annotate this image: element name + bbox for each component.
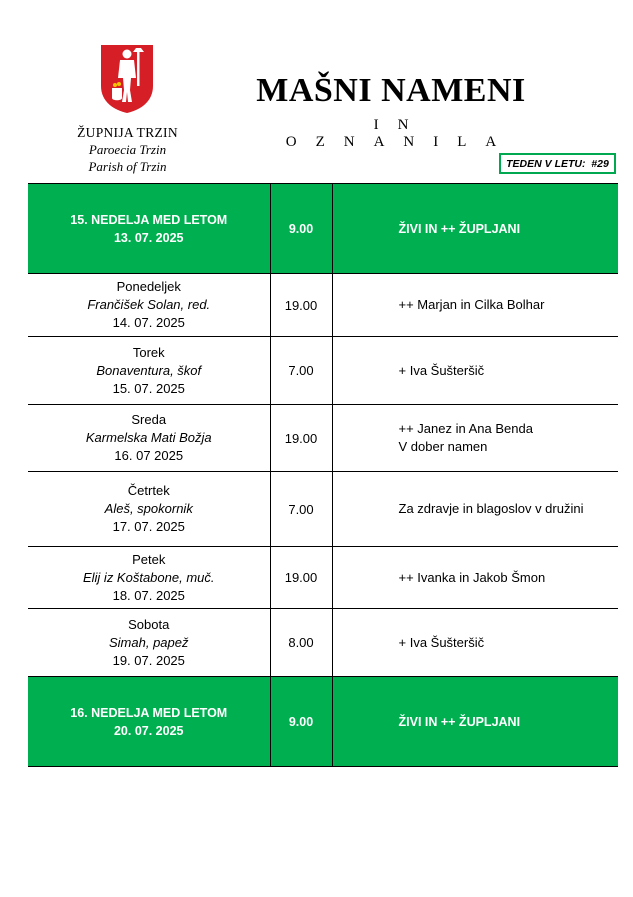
- parish-name-latin: Paroecia Trzin: [88, 142, 167, 157]
- page-subtitle: IN OZNANILA: [285, 117, 516, 150]
- day-name: Sreda: [131, 412, 167, 427]
- day-name: Ponedeljek: [116, 279, 181, 294]
- intention: V dober namen: [398, 439, 488, 454]
- intention-cell: [332, 274, 618, 337]
- intention: ++ Ivanka in Jakob Šmon: [398, 569, 546, 585]
- day-cell: [28, 472, 270, 547]
- day-cell: [28, 337, 270, 405]
- schedule-row: [28, 274, 618, 337]
- saint-name: Frančišek Solan, red.: [87, 297, 211, 312]
- intention: Za zdravje in blagoslov v družini: [398, 501, 584, 516]
- day-name: 15. NEDELJA MED LETOM: [70, 212, 228, 227]
- mass-time: 8.00: [270, 609, 332, 677]
- day-cell: [28, 677, 270, 767]
- intention: + Iva Šušteršič: [398, 634, 485, 650]
- date: 17. 07. 2025: [112, 519, 185, 534]
- mass-time: 9.00: [270, 184, 332, 274]
- mass-time: 7.00: [270, 337, 332, 405]
- schedule-row: [28, 337, 618, 405]
- parish-name-english: Parish of Trzin: [88, 159, 167, 174]
- mass-time: 19.00: [270, 274, 332, 337]
- day-name: Torek: [132, 344, 165, 360]
- day-name: Četrtek: [127, 483, 170, 498]
- intention: + Iva Šušteršič: [398, 362, 485, 378]
- saint-name: Aleš, spokornik: [104, 501, 193, 516]
- day-cell: [28, 609, 270, 677]
- day-cell: [28, 405, 270, 472]
- date: 20. 07. 2025: [113, 723, 184, 738]
- date: 14. 07. 2025: [112, 315, 185, 330]
- parish-name: ŽUPNIJA TRZIN: [77, 125, 178, 140]
- saint-name: Karmelska Mati Božja: [85, 430, 212, 445]
- intention: ++ Marjan in Cilka Bolhar: [398, 297, 545, 312]
- saint-name: Simah, papež: [109, 634, 189, 650]
- schedule-row: [28, 677, 618, 767]
- saint-name: Bonaventura, škof: [96, 362, 202, 378]
- intention: ++ Janez in Ana Benda: [398, 421, 533, 436]
- schedule-row: [28, 547, 618, 609]
- date: 15. 07. 2025: [112, 380, 185, 396]
- schedule-row: [28, 405, 618, 472]
- intention-cell: [332, 337, 618, 405]
- date: 19. 07. 2025: [112, 652, 185, 668]
- mass-schedule-table: [28, 183, 618, 767]
- mass-time: 19.00: [270, 405, 332, 472]
- week-number-badge: TEDEN V LETU: #29: [499, 153, 616, 174]
- schedule-row: [28, 609, 618, 677]
- intention-cell: [332, 677, 618, 767]
- intention: ŽIVI IN ++ ŽUPLJANI: [398, 221, 521, 236]
- schedule-row: [28, 472, 618, 547]
- day-cell: [28, 274, 270, 337]
- mass-time: 9.00: [270, 677, 332, 767]
- parish-crest-logo: [100, 44, 154, 114]
- intention-cell: [332, 405, 618, 472]
- intention-cell: [332, 472, 618, 547]
- mass-time: 19.00: [270, 547, 332, 609]
- mass-time: 7.00: [270, 472, 332, 547]
- intention: ŽIVI IN ++ ŽUPLJANI: [398, 714, 521, 729]
- date: 13. 07. 2025: [113, 230, 184, 245]
- page-title: MAŠNI NAMENI: [256, 72, 526, 109]
- parish-name-block: [60, 124, 195, 175]
- date: 18. 07. 2025: [112, 587, 185, 603]
- day-cell: [28, 547, 270, 609]
- intention-cell: [332, 609, 618, 677]
- day-name: Sobota: [128, 616, 170, 632]
- day-cell: [28, 184, 270, 274]
- intention-cell: [332, 547, 618, 609]
- intention-cell: [332, 184, 618, 274]
- schedule-row: [28, 184, 618, 274]
- date: 16. 07 2025: [114, 448, 184, 463]
- day-name: Petek: [132, 551, 166, 567]
- day-name: 16. NEDELJA MED LETOM: [70, 705, 228, 720]
- saint-name: Elij iz Koštabone, muč.: [82, 569, 215, 585]
